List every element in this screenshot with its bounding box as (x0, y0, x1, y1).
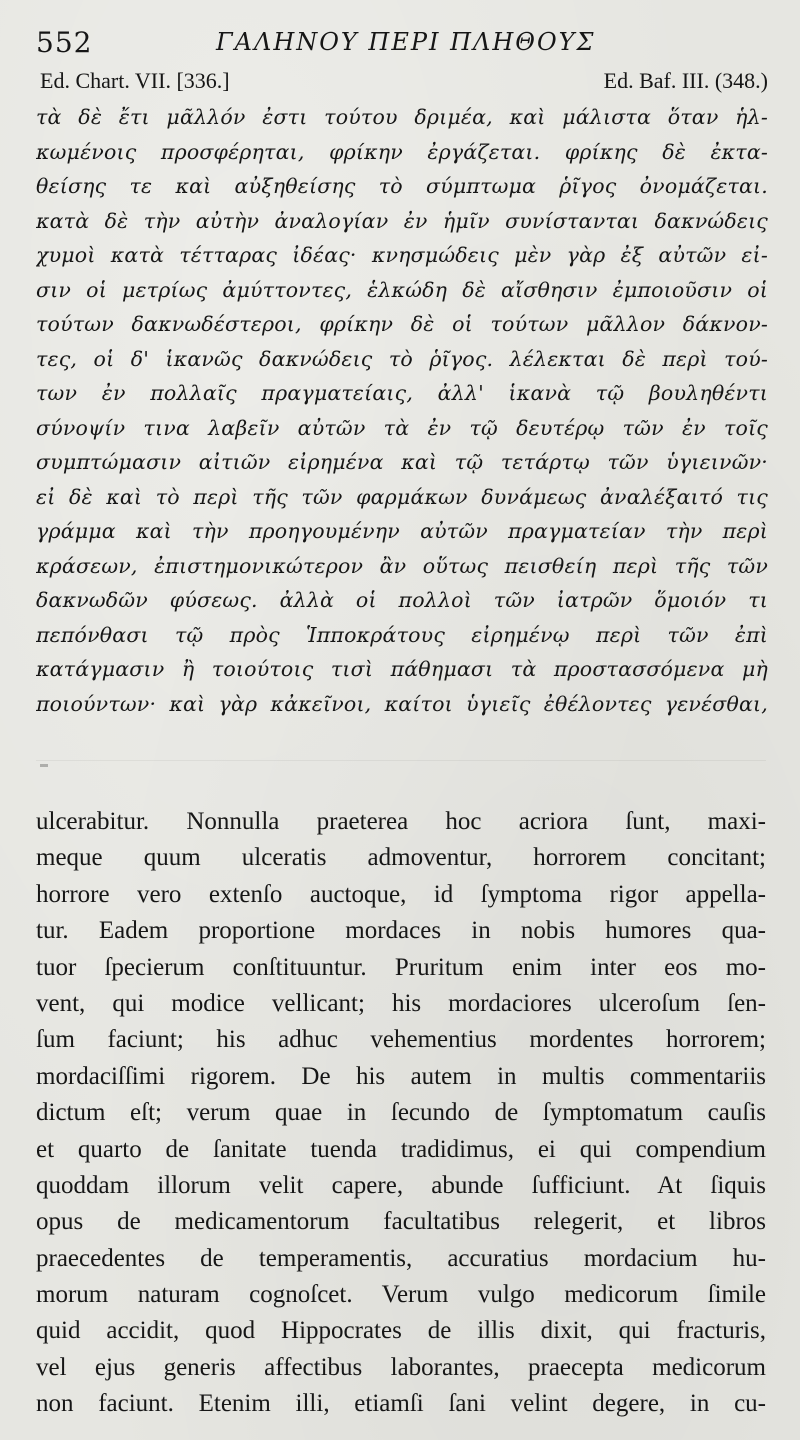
latin-line: vent, qui modice vellicant; his mordaciores ulceroſum ſen- (36, 989, 766, 1017)
running-title: ΓΑΛΗΝΟΥ ΠΕΡΙ ΠΛΗΘΟΥΣ (216, 28, 596, 56)
latin-line: tur. Eadem proportione mordaces in nobis humores qua- (36, 917, 766, 945)
latin-line: quid accidit, quod Hippocrates de illis dixit, qui fracturis, (36, 1317, 766, 1345)
greek-line: γράμμα καὶ τὴν προηγουμένην αὐτῶν πραγματείαν τὴν περὶ (36, 519, 768, 543)
latin-text-block (36, 804, 766, 1423)
greek-line: συμπτώμασιν αἰτιῶν εἰρημένα καὶ τῷ τετάρτῳ τῶν ὑγιεινῶν· (36, 450, 768, 474)
greek-line: τὰ δὲ ἔτι μᾶλλόν ἐστι τούτου δριμέα, καὶ μάλιστα ὅταν ἡλ- (36, 105, 768, 129)
latin-line: meque quum ulceratis admoventur, horrorem concitant; (36, 844, 766, 872)
latin-line: vel ejus generis affectibus laborantes, praecepta medicorum (36, 1353, 766, 1381)
greek-line: θείσης τε καὶ αὐξηθείσης τὸ σύμπτωμα ῥῖγος ὀνομάζεται. (36, 174, 768, 198)
edition-chartier-ref: Ed. Chart. VII. [336.] (40, 68, 230, 93)
section-divider (36, 760, 766, 761)
edition-basel-ref: Ed. Baf. III. (348.) (603, 68, 768, 93)
page-number: 552 (36, 26, 93, 59)
latin-line: mordaciſſimi rigorem. De his autem in multis commentariis (36, 1062, 766, 1090)
latin-line: dictum eſt; verum quae in ſecundo de ſymptomatum cauſis (36, 1099, 766, 1127)
latin-line: praecedentes de temperamentis, accuratius mordacium hu- (36, 1244, 766, 1272)
greek-line: εἰ δὲ καὶ τὸ περὶ τῆς τῶν φαρμάκων δυνάμεως ἀναλέξαιτό τις (36, 484, 768, 509)
latin-line: ulcerabitur. Nonnulla praeterea hoc acriora ſunt, maxi- (36, 808, 766, 835)
greek-line: κατάγμασιν ἢ τοιούτοις τισὶ πάθημασι τὰ προστασσόμενα μὴ (36, 657, 768, 681)
greek-line: των ἐν πολλαῖς πραγματείαις, ἀλλ' ἱκανὰ τῷ βουληθέντι (36, 381, 768, 405)
latin-line: opus de medicamentorum facultatibus relegerit, et libros (36, 1208, 766, 1236)
greek-line: σύνοψίν τινα λαβεῖν αὐτῶν τὰ ἐν τῷ δευτέρῳ τῶν ἐν τοῖς (36, 415, 768, 440)
latin-line: quoddam illorum velit capere, abunde ſufficiunt. At ſiquis (36, 1171, 766, 1199)
greek-line: κωμένοις προσφέρηται, φρίκην ἐργάζεται. φρίκης δὲ ἐκτα- (36, 139, 768, 164)
greek-line: σιν οἱ μετρίως ἀμύττοντες, ἑλκώδη δὲ αἴσθησιν ἐμποιοῦσιν οἱ (36, 277, 768, 302)
running-head (36, 24, 766, 64)
greek-line: χυμοὶ κατὰ τέτταρας ἰδέας· κνησμώδεις μὲν γὰρ ἐξ αὐτῶν εἰ- (36, 243, 768, 267)
greek-line: δακνωδῶν φύσεως. ἀλλὰ οἱ πολλοὶ τῶν ἰατρῶν ὅμοιόν τι (36, 588, 768, 612)
greek-line: κράσεων, ἐπιστημονικώτερον ἂν οὕτως πεισθείη περὶ τῆς τῶν (36, 553, 768, 578)
greek-line: πεπόνθασι τῷ πρὸς Ἱπποκράτους εἰρημένῳ περὶ τῶν ἐπὶ (36, 622, 768, 647)
latin-line: tuor ſpecierum conſtituuntur. Pruritum enim inter eos mo- (36, 953, 766, 981)
greek-line: ποιούντων· καὶ γὰρ κἀκεῖνοι, καίτοι ὑγιεῖς ἐθέλοντες γενέσθαι, (36, 691, 768, 716)
greek-text-block (36, 100, 768, 721)
greek-line: τούτων δακνωδέστεροι, φρίκην δὲ οἱ τούτων μᾶλλον δάκνον- (36, 312, 768, 336)
latin-line: et quarto de ſanitate tuenda tradidimus, ei qui compendium (36, 1135, 766, 1163)
latin-line: ſum faciunt; his adhuc vehementius mordentes horrorem; (36, 1026, 766, 1054)
latin-line: morum naturam cognoſcet. Verum vulgo medicorum ſimile (36, 1281, 766, 1309)
greek-line: τες, οἱ δ' ἱκανῶς δακνώδεις τὸ ῥῖγος. λέλεκται δὲ περὶ τού- (36, 346, 768, 371)
print-mark (40, 764, 48, 767)
edition-reference-line (40, 68, 768, 98)
greek-line: κατὰ δὲ τὴν αὐτὴν ἀναλογίαν ἐν ἡμῖν συνίστανται δακνώδεις (36, 208, 768, 233)
latin-line: non faciunt. Etenim illi, etiamſi ſani velint degere, in cu- (36, 1390, 766, 1418)
latin-line: horrore vero extenſo auctoque, id ſymptoma rigor appella- (36, 880, 766, 908)
